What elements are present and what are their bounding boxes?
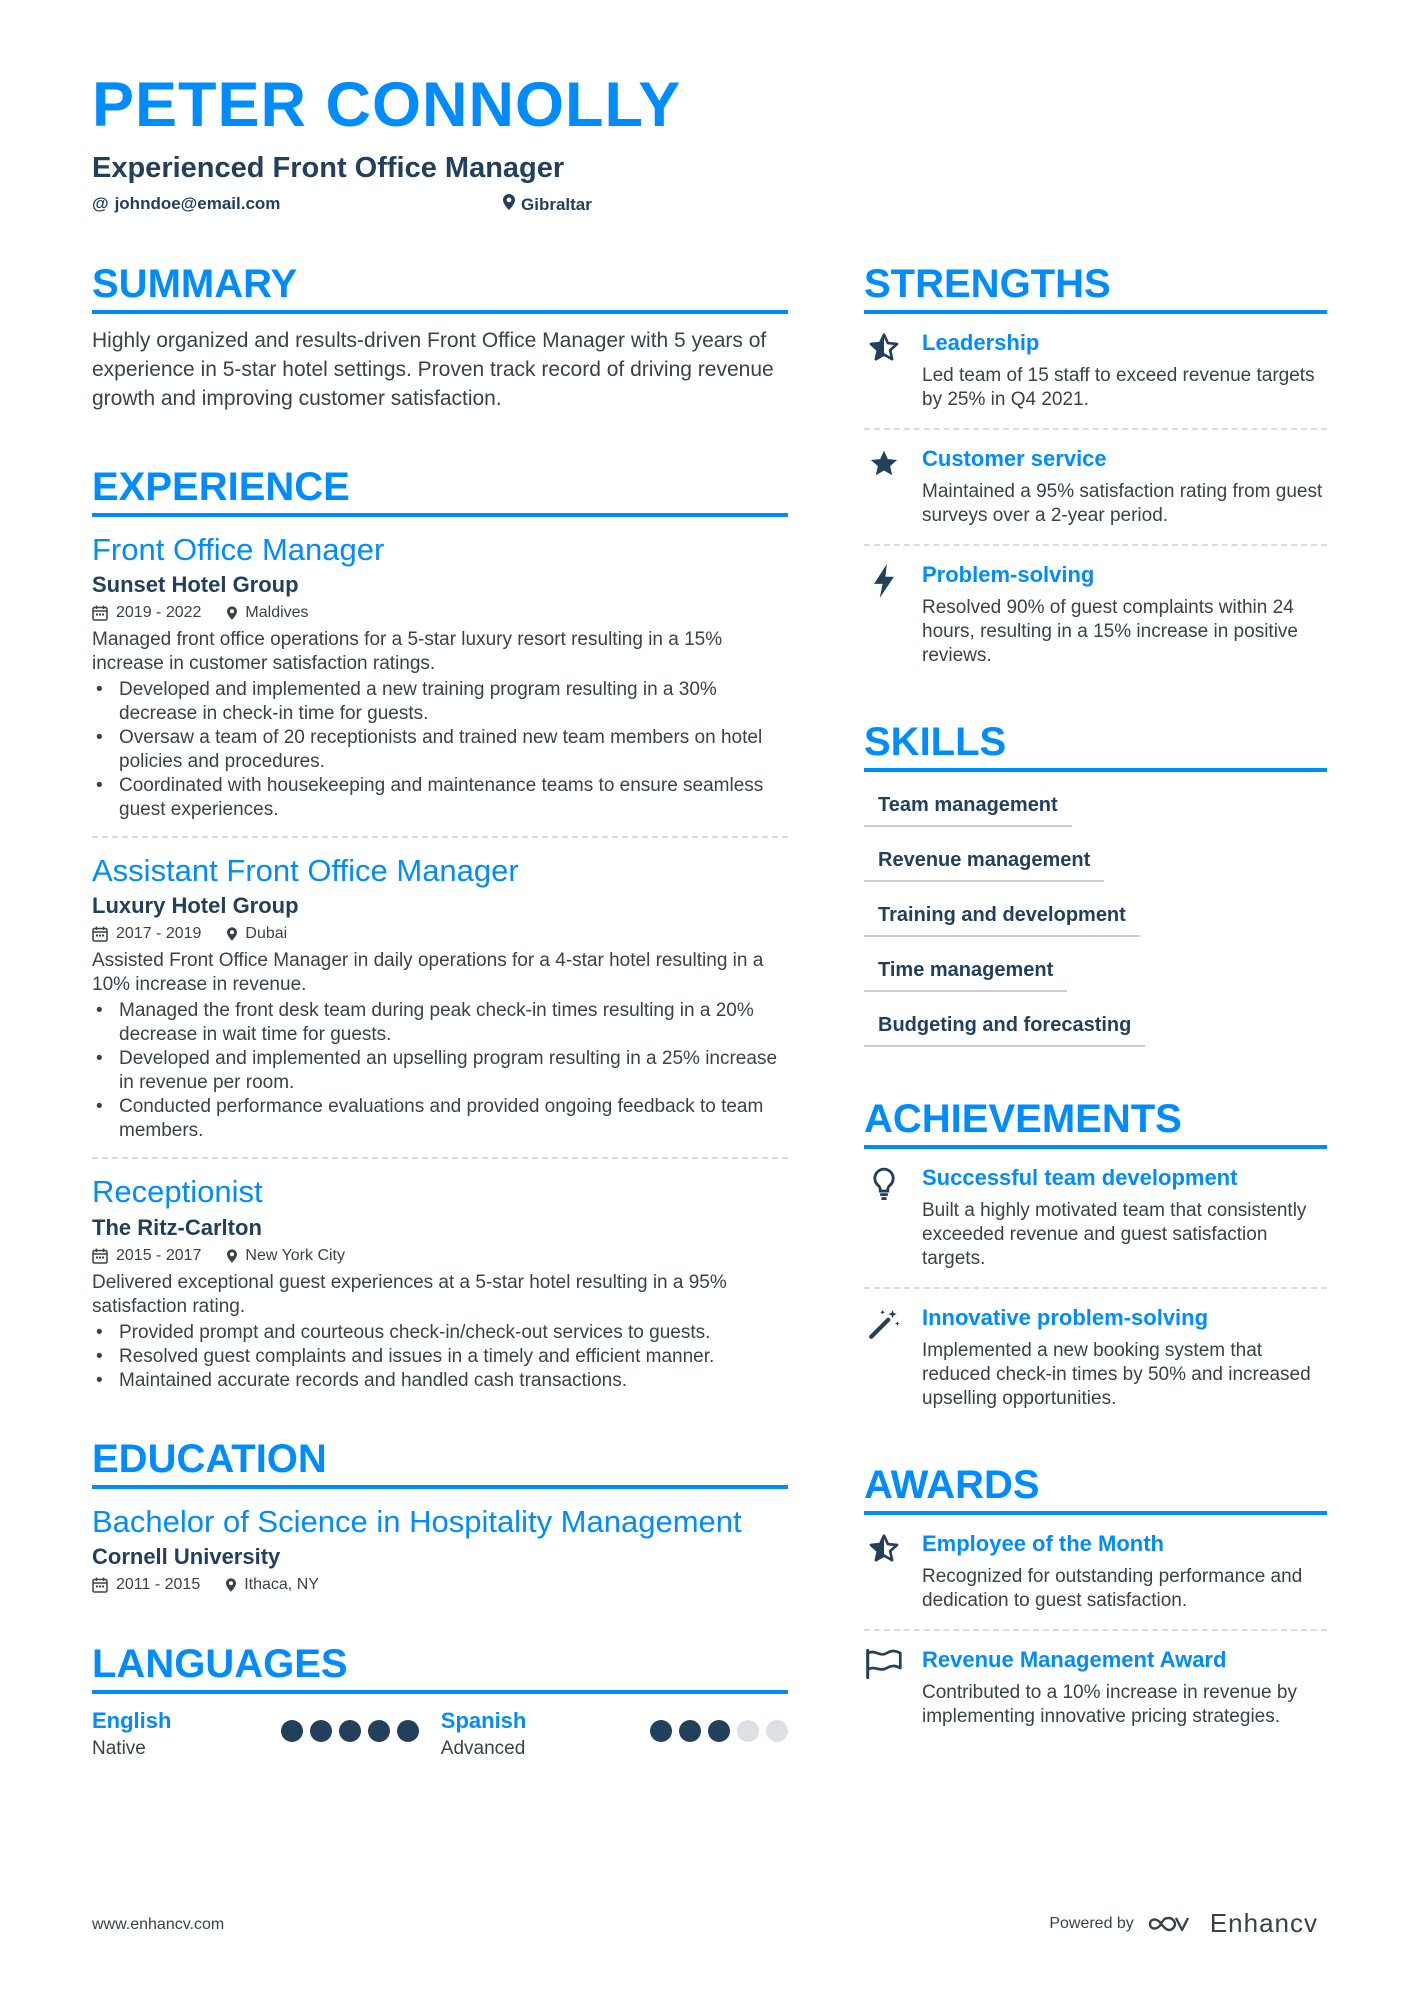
language-name: English	[92, 1707, 172, 1733]
footer-website[interactable]: www.enhancv.com	[92, 1916, 225, 1933]
award-item	[864, 1629, 1327, 1745]
awards-heading: AWARDS	[864, 1463, 1327, 1515]
flag-icon	[865, 1649, 903, 1679]
rating-dot-empty	[737, 1720, 759, 1742]
education-dates: 2011 - 2015	[116, 1575, 201, 1593]
location-pin-icon	[503, 194, 515, 215]
experience-heading: EXPERIENCE	[92, 465, 788, 517]
language-rating	[650, 1720, 788, 1760]
rating-dot-filled	[368, 1720, 390, 1742]
magic-wand-icon	[867, 1307, 901, 1341]
calendar-icon	[92, 605, 108, 621]
award-desc: Recognized for outstanding performance and dedication to guest satisfaction.	[922, 1566, 1303, 1611]
left-column	[92, 262, 788, 1760]
job-bullet: • Developed and implemented a new training program resulting in a 30% decrease in check-in time for guests.	[92, 678, 788, 726]
enhancv-logo-icon	[1148, 1912, 1196, 1936]
strength-title: Problem-solving	[922, 562, 1095, 587]
job-bullets	[92, 1321, 788, 1393]
skills-section	[864, 720, 1327, 1061]
job-company: The Ritz-Carlton	[92, 1214, 262, 1240]
education-heading: EDUCATION	[92, 1437, 788, 1489]
strength-item	[864, 314, 1327, 428]
summary-heading: SUMMARY	[92, 262, 788, 314]
education-meta	[92, 1576, 788, 1594]
location-pin-icon	[227, 927, 237, 941]
award-title: Revenue Management Award	[922, 1647, 1227, 1672]
rating-dot-filled	[281, 1720, 303, 1742]
summary-section	[92, 262, 788, 413]
achievements-section	[864, 1097, 1327, 1427]
star-half-icon	[867, 1533, 901, 1565]
skills-list	[864, 786, 1327, 1061]
job-meta	[92, 925, 788, 943]
right-column	[864, 262, 1327, 1745]
job-meta	[92, 604, 788, 622]
rating-dot-filled	[339, 1720, 361, 1742]
education-section	[92, 1437, 788, 1594]
job-entry	[92, 517, 788, 822]
rating-dot-filled	[708, 1720, 730, 1742]
job-dates: 2015 - 2017	[116, 1246, 202, 1264]
location-pin-icon	[227, 1249, 237, 1263]
job-bullet: • Coordinated with housekeeping and maintenance teams to ensure seamless guest experiences.	[92, 774, 788, 822]
job-bullet: • Conducted performance evaluations and provided ongoing feedback to team members.	[92, 1095, 788, 1143]
job-entry	[92, 836, 788, 1143]
at-icon: @	[92, 194, 109, 213]
achievement-desc: Implemented a new booking system that reduced check-in times by 50% and increased upselling opportunities.	[922, 1340, 1311, 1409]
brand-name: Enhancv	[1209, 1908, 1318, 1938]
job-meta	[92, 1247, 788, 1265]
education-location: Ithaca, NY	[244, 1575, 319, 1593]
job-location: New York City	[245, 1246, 345, 1264]
strength-item	[864, 428, 1327, 544]
job-bullets	[92, 999, 788, 1143]
skill-tag: Revenue management	[864, 841, 1104, 882]
achievement-title: Innovative problem-solving	[922, 1305, 1209, 1330]
strength-item	[864, 544, 1327, 684]
awards-section	[864, 1463, 1327, 1745]
job-entry	[92, 1157, 788, 1392]
skill-tag: Time management	[864, 951, 1067, 992]
strengths-heading: STRENGTHS	[864, 262, 1327, 314]
language-item	[92, 1708, 441, 1760]
star-half-icon	[867, 332, 901, 364]
language-rating	[281, 1720, 419, 1760]
job-location: Maldives	[245, 604, 309, 622]
star-icon	[867, 448, 901, 480]
achievement-item	[864, 1149, 1327, 1287]
strength-desc: Maintained a 95% satisfaction rating from guest surveys over a 2-year period.	[922, 481, 1323, 526]
rating-dot-filled	[310, 1720, 332, 1742]
award-title: Employee of the Month	[922, 1531, 1164, 1556]
job-dates: 2017 - 2019	[116, 925, 202, 943]
location-pin-icon	[227, 606, 237, 620]
summary-text: Highly organized and results-driven Front Office Manager with 5 years of experience in 5-star hotel settings. Proven track record of driving revenue growth and improving customer satisfaction.	[92, 329, 774, 410]
job-title: Receptionist	[92, 1174, 263, 1210]
calendar-icon	[92, 926, 108, 942]
strength-title: Leadership	[922, 330, 1040, 355]
calendar-icon	[92, 1577, 108, 1593]
achievement-title: Successful team development	[922, 1165, 1238, 1190]
job-title: Front Office Manager	[92, 532, 385, 567]
job-company: Luxury Hotel Group	[92, 893, 299, 919]
job-company: Sunset Hotel Group	[92, 572, 299, 598]
skill-tag: Training and development	[864, 896, 1140, 937]
powered-by-label: Powered by	[1049, 1914, 1134, 1932]
job-bullet: • Maintained accurate records and handled cash transactions.	[92, 1369, 788, 1393]
achievement-desc: Built a highly motivated team that consistently exceeded revenue and guest satisfaction targets.	[922, 1200, 1307, 1269]
footer-branding[interactable]	[1049, 1908, 1318, 1939]
skill-tag: Budgeting and forecasting	[864, 1006, 1145, 1047]
award-item	[864, 1515, 1327, 1629]
job-title: Assistant Front Office Manager	[92, 853, 519, 889]
job-bullet: • Managed the front desk team during peak check-in times resulting in a 20% decrease in wait time for guests.	[92, 999, 788, 1047]
degree-title: Bachelor of Science in Hospitality Management	[92, 1503, 742, 1539]
candidate-title: Experienced Front Office Manager	[92, 152, 565, 184]
location-text: Gibraltar	[521, 194, 592, 214]
languages-section	[92, 1642, 788, 1760]
school-name: Cornell University	[92, 1543, 281, 1569]
email-contact[interactable]	[92, 194, 280, 214]
job-dates: 2019 - 2022	[116, 604, 202, 622]
languages-list	[92, 1708, 788, 1760]
calendar-icon	[92, 1248, 108, 1264]
job-description: Assisted Front Office Manager in daily operations for a 4-star hotel resulting in a 10% increase in revenue.	[92, 950, 764, 996]
lightbulb-icon	[871, 1167, 897, 1201]
language-level: Native	[92, 1737, 146, 1759]
skills-heading: SKILLS	[864, 720, 1327, 772]
job-bullet: • Developed and implemented an upselling program resulting in a 25% increase in revenue per room.	[92, 1047, 788, 1095]
strengths-section	[864, 262, 1327, 684]
strength-desc: Led team of 15 staff to exceed revenue targets by 25% in Q4 2021.	[922, 365, 1315, 410]
achievements-heading: ACHIEVEMENTS	[864, 1097, 1327, 1149]
language-level: Advanced	[440, 1737, 526, 1759]
education-entry	[92, 1489, 788, 1594]
location-contact	[503, 194, 592, 215]
location-pin-icon	[226, 1578, 236, 1592]
languages-heading: LANGUAGES	[92, 1642, 788, 1694]
strength-desc: Resolved 90% of guest complaints within 24 hours, resulting in a 15% increase in positive reviews.	[922, 597, 1298, 666]
job-bullets	[92, 678, 788, 822]
job-bullet: • Resolved guest complaints and issues in a timely and efficient manner.	[92, 1345, 788, 1369]
job-bullet: • Provided prompt and courteous check-in/check-out services to guests.	[92, 1321, 788, 1345]
job-description: Delivered exceptional guest experiences at a 5-star hotel resulting in a 95% satisfaction rating.	[92, 1271, 727, 1317]
job-bullet: • Oversaw a team of 20 receptionists and trained new team members on hotel policies and procedures.	[92, 726, 788, 774]
achievement-item	[864, 1287, 1327, 1427]
rating-dot-filled	[397, 1720, 419, 1742]
rating-dot-empty	[766, 1720, 788, 1742]
job-description: Managed front office operations for a 5-star luxury resort resulting in a 15% increase in customer satisfaction ratings.	[92, 629, 723, 675]
experience-section	[92, 465, 788, 1393]
rating-dot-filled	[650, 1720, 672, 1742]
email-text: johndoe@email.com	[114, 194, 281, 213]
language-item	[441, 1708, 788, 1760]
lightning-icon	[872, 564, 896, 598]
strength-title: Customer service	[922, 446, 1107, 471]
job-location: Dubai	[245, 925, 288, 943]
skill-tag: Team management	[864, 786, 1072, 827]
rating-dot-filled	[679, 1720, 701, 1742]
language-name: Spanish	[440, 1707, 527, 1733]
candidate-name: PETER CONNOLLY	[92, 70, 682, 140]
award-desc: Contributed to a 10% increase in revenue by implementing innovative pricing strategies.	[922, 1682, 1297, 1727]
